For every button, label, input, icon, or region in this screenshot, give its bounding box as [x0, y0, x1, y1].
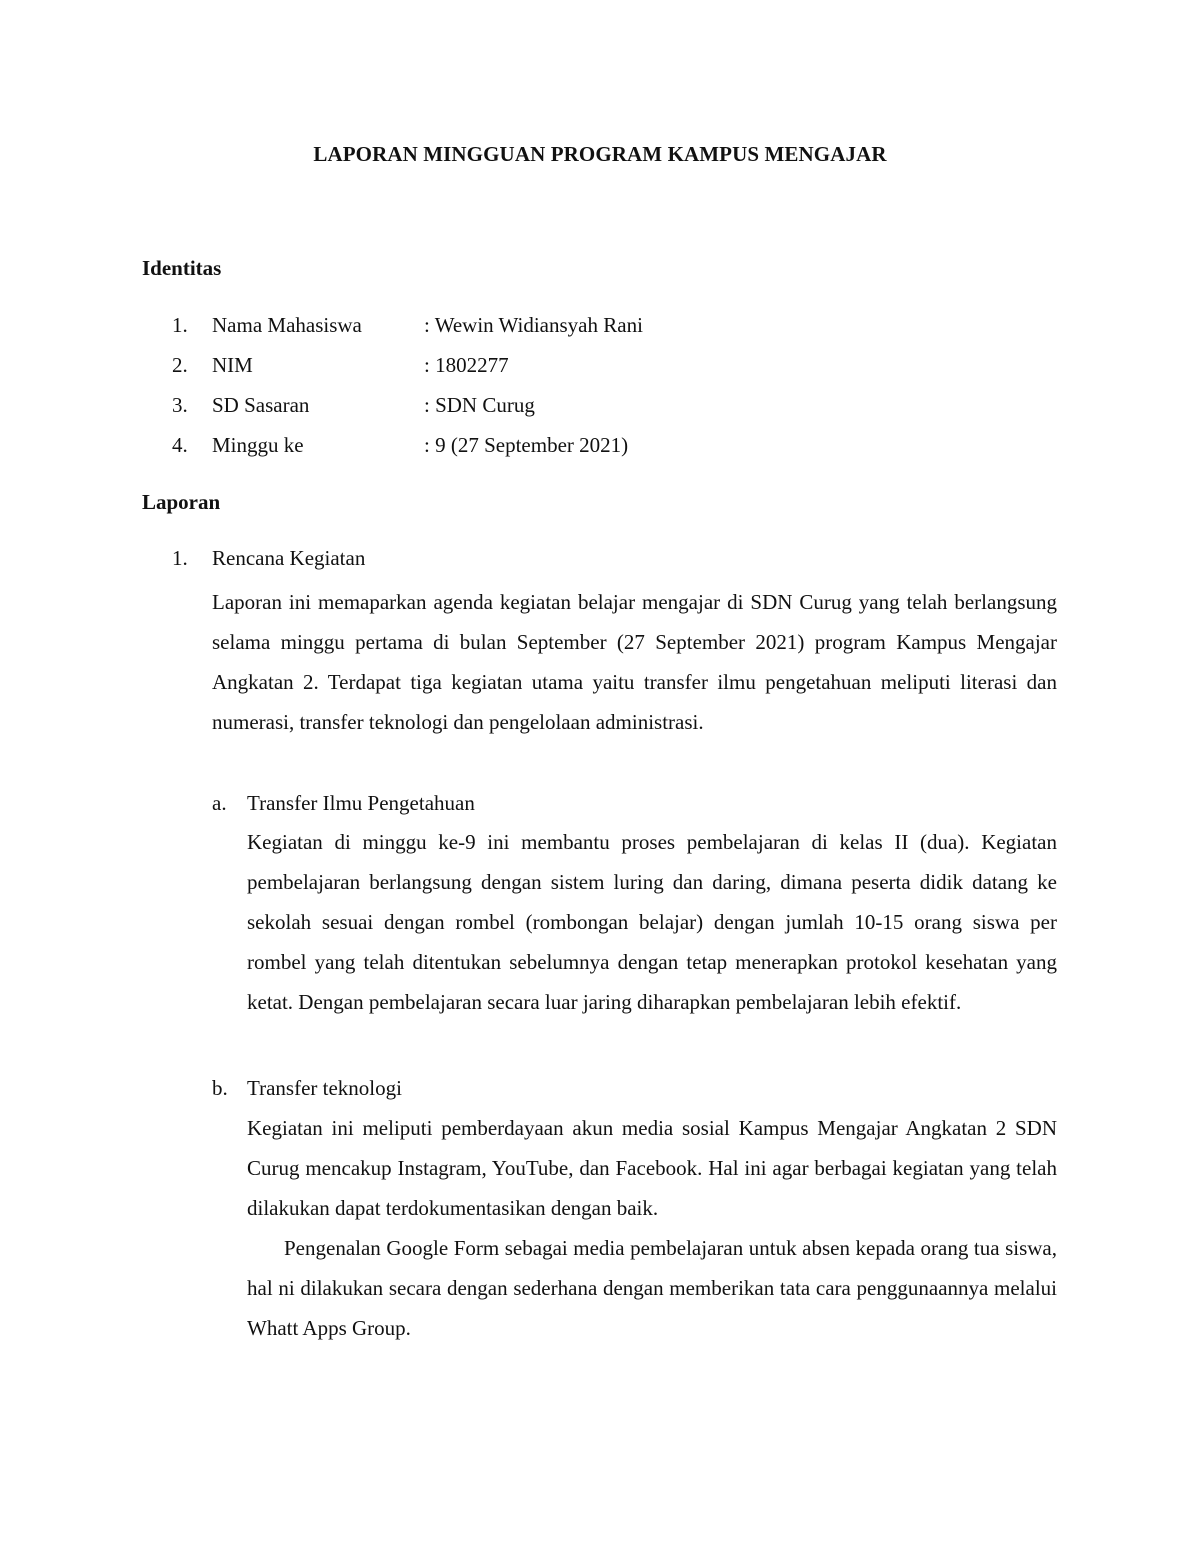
identity-value: : SDN Curug: [424, 393, 535, 417]
list-number: 3.: [172, 393, 188, 417]
paragraph-transfer-ilmu: Kegiatan di minggu ke-9 ini membantu proses pembelajaran di kelas II (dua). Kegiatan pembelajaran berlangsung dengan sistem luring dan daring, dimana peserta didik datang ke sekolah sesuai dengan rombel (rombongan belajar) dengan jumlah 10-15 orang siswa per rombel yang telah ditentukan sebelumnya dengan tetap menerapkan protokol kesehatan yang ketat. Dengan pembelajaran secara luar jaring diharapkan pembelajaran lebih efektif.: [247, 830, 1057, 1014]
identity-row-nim: [0, 353, 1200, 383]
list-number: 4.: [172, 433, 188, 457]
section-heading-laporan: Laporan: [142, 490, 221, 514]
sublist-item-transfer-ilmu: Transfer Ilmu Pengetahuan: [247, 791, 475, 815]
identity-row-week: [0, 433, 1200, 463]
sublist-item-transfer-teknologi: Transfer teknologi: [247, 1076, 402, 1100]
list-item-rencana-kegiatan: Rencana Kegiatan: [212, 546, 366, 570]
identity-label: Minggu ke: [212, 433, 304, 457]
identity-value: : Wewin Widiansyah Rani: [424, 313, 643, 337]
identity-row-name: [0, 313, 1200, 343]
list-number: 2.: [172, 353, 188, 377]
identity-label: NIM: [212, 353, 253, 377]
identity-label: SD Sasaran: [212, 393, 310, 417]
section-heading-identitas: Identitas: [142, 256, 222, 280]
identity-row-school: [0, 393, 1200, 423]
paragraph-google-form: Pengenalan Google Form sebagai media pembelajaran untuk absen kepada orang tua siswa, hal ni dilakukan secara dengan sederhana dengan memberikan tata cara penggunaannya melalui Whatt Apps Group.: [247, 1236, 1057, 1340]
list-number: 1.: [172, 546, 188, 570]
identity-value: : 9 (27 September 2021): [424, 433, 629, 457]
paragraph-rencana-kegiatan: Laporan ini memaparkan agenda kegiatan belajar mengajar di SDN Curug yang telah berlangsung selama minggu pertama di bulan September (27 September 2021) program Kampus Mengajar Angkatan 2. Terdapat tiga kegiatan utama yaitu transfer ilmu pengetahuan meliputi literasi dan numerasi, transfer teknologi dan pengelolaan administrasi.: [212, 590, 1057, 734]
paragraph-transfer-teknologi: Kegiatan ini meliputi pemberdayaan akun media sosial Kampus Mengajar Angkatan 2 SDN Curug mencakup Instagram, YouTube, dan Facebook. Hal ini agar berbagai kegiatan yang telah dilakukan dapat terdokumentasikan dengan baik.: [247, 1116, 1057, 1220]
document-title: LAPORAN MINGGUAN PROGRAM KAMPUS MENGAJAR: [313, 142, 887, 166]
identity-label: Nama Mahasiswa: [212, 313, 362, 337]
sublist-letter: a.: [212, 791, 227, 815]
identity-value: : 1802277: [424, 353, 509, 377]
sublist-letter: b.: [212, 1076, 228, 1100]
list-number: 1.: [172, 313, 188, 337]
